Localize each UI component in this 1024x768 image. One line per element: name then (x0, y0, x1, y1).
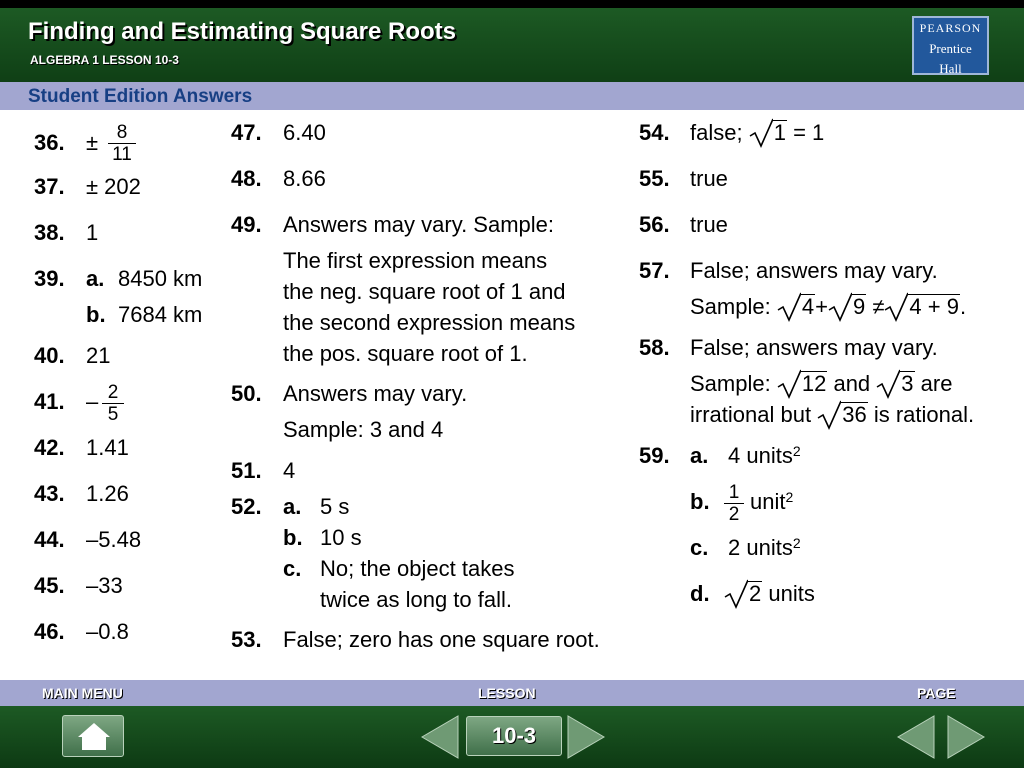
part-label: a. (690, 443, 709, 468)
lesson-subtitle: ALGEBRA 1 LESSON 10-3 (30, 53, 179, 67)
answer-number: 55. (639, 166, 670, 191)
exponent: 2 (785, 489, 794, 505)
part-label: b. (283, 525, 303, 550)
answer-text: and (833, 371, 871, 396)
radicand: 4 (801, 294, 815, 319)
logo-text-prentice: Prentice (929, 41, 972, 56)
answer-number: 54. (639, 120, 670, 145)
radical-sign-icon (749, 118, 773, 148)
answer-line (728, 443, 801, 469)
answer-line (750, 489, 793, 515)
answer-text: = 1 (793, 120, 825, 145)
radical-sign-icon (884, 292, 908, 322)
answer-text: 8450 km (118, 266, 203, 291)
answer-text: 4 units (728, 443, 793, 468)
answer-number: 41. (34, 389, 65, 414)
answer-fraction (108, 122, 136, 165)
answers-content (0, 110, 1024, 680)
previous-page-arrow-icon[interactable] (896, 714, 936, 760)
footer-label-bar (0, 680, 1024, 706)
answer-text: 1.41 (86, 435, 129, 460)
section-title: Student Edition Answers (28, 86, 253, 107)
page-title: Finding and Estimating Square Roots (28, 18, 457, 45)
radical-sign-icon (724, 579, 748, 609)
answer-line (690, 371, 952, 397)
answer-text: 6.40 (283, 120, 326, 145)
radicand: 2 (749, 581, 762, 606)
answer-text: Sample: 3 and 4 (283, 417, 444, 442)
main-menu-button[interactable] (62, 715, 124, 757)
answer-text: unit (750, 489, 786, 514)
logo-text-pearson: PEARSON (919, 21, 982, 35)
pearson-logo (912, 16, 989, 75)
answer-text: 10 s (320, 525, 362, 550)
answer-text: units (768, 581, 815, 606)
answer-text: twice as long to fall. (320, 587, 512, 612)
section-band (0, 82, 1024, 110)
answer-text: false; (690, 120, 743, 145)
footer-nav (0, 706, 1024, 768)
next-page-arrow-icon[interactable] (946, 714, 986, 760)
answer-text: 5 s (320, 494, 350, 519)
answer-number: 59. (639, 443, 670, 468)
answer-text: –5.48 (86, 527, 142, 552)
header-bar (0, 8, 1024, 82)
not-equal-sign: ≠ (872, 294, 885, 319)
top-border (0, 0, 1024, 8)
fraction-denominator: 2 (724, 503, 744, 525)
answer-number: 38. (34, 220, 65, 245)
answer-text: ± 202 (86, 174, 141, 199)
square-root (777, 371, 827, 397)
radicand: 3 (901, 371, 914, 396)
fraction-denominator: 11 (108, 143, 136, 165)
fraction-numerator: 2 (107, 382, 119, 403)
answer-text: true (690, 212, 728, 237)
answer-fraction (724, 482, 744, 525)
answer-text: The first expression means (283, 248, 548, 273)
answer-text: Sample: (690, 294, 771, 319)
radicand: 9 (852, 294, 866, 319)
answer-text: False; answers may vary. (690, 335, 938, 360)
radicand: 4 + 9 (909, 294, 959, 319)
square-root (777, 294, 815, 320)
answer-number: 39. (34, 266, 65, 291)
radical-sign-icon (817, 400, 841, 430)
answer-number: 40. (34, 343, 65, 368)
answer-text: 2 units (728, 535, 793, 560)
answer-number: 56. (639, 212, 670, 237)
answer-sign: – (86, 389, 99, 414)
answer-text: 4 (283, 458, 296, 483)
answer-number: 58. (639, 335, 670, 360)
answer-number: 47. (231, 120, 262, 145)
square-root (828, 294, 866, 320)
answer-text: are (920, 371, 953, 396)
plus-sign: + (815, 294, 828, 319)
home-icon (63, 716, 125, 758)
answer-number: 48. (231, 166, 262, 191)
answer-text: –33 (86, 573, 123, 598)
answer-number: 36. (34, 130, 65, 155)
part-label: b. (690, 489, 710, 514)
radical-sign-icon (828, 292, 852, 322)
answer-number: 51. (231, 458, 262, 483)
answer-text: 21 (86, 343, 111, 368)
answer-text: –0.8 (86, 619, 129, 644)
next-lesson-arrow-icon[interactable] (566, 714, 606, 760)
answer-sign: ± (86, 130, 99, 155)
part-label: d. (690, 581, 710, 606)
fraction-numerator: 8 (116, 122, 128, 143)
square-root (724, 581, 762, 607)
lesson-label: LESSON (478, 685, 536, 701)
previous-lesson-arrow-icon[interactable] (420, 714, 460, 760)
answer-text: is rational. (873, 402, 975, 427)
main-menu-label: MAIN MENU (42, 685, 123, 701)
answer-text: the pos. square root of 1. (283, 341, 528, 366)
answer-text: False; zero has one square root. (283, 627, 600, 652)
answer-number: 50. (231, 381, 262, 406)
answer-line (690, 402, 974, 428)
period: . (959, 294, 967, 319)
radical-sign-icon (876, 369, 900, 399)
radical-sign-icon (777, 292, 801, 322)
answer-text: False; answers may vary. (690, 258, 938, 283)
part-label: c. (690, 535, 709, 560)
answer-text: 1 (86, 220, 99, 245)
answer-number: 46. (34, 619, 65, 644)
answer-line (728, 535, 801, 561)
answer-number: 57. (639, 258, 670, 283)
answer-text: the second expression means (283, 310, 576, 335)
square-root (817, 402, 867, 428)
answer-text: true (690, 166, 728, 191)
radicand: 1 (773, 120, 786, 145)
radicand: 12 (801, 371, 827, 396)
square-root (749, 120, 787, 146)
part-label: c. (283, 556, 302, 581)
square-root (884, 294, 960, 320)
part-label: a. (283, 494, 302, 519)
fraction-denominator: 5 (102, 403, 124, 425)
radical-sign-icon (777, 369, 801, 399)
answer-text: 1.26 (86, 481, 129, 506)
answer-fraction (102, 382, 124, 425)
part-label: b. (86, 302, 106, 327)
square-root (876, 371, 914, 397)
radicand: 36 (842, 402, 867, 427)
answer-line (724, 581, 815, 607)
answer-text: the neg. square root of 1 and (283, 279, 566, 304)
answer-number: 53. (231, 627, 262, 652)
part-label: a. (86, 266, 105, 291)
answer-number: 49. (231, 212, 262, 237)
lesson-number-button[interactable]: 10-3 (466, 716, 562, 756)
answer-line (690, 120, 824, 146)
answer-text: Answers may vary. Sample: (283, 212, 555, 237)
exponent: 2 (792, 443, 801, 459)
answer-text: No; the object takes (320, 556, 515, 581)
answer-text: irrational but (690, 402, 812, 427)
answer-text: Sample: (690, 371, 771, 396)
page-label: PAGE (917, 685, 956, 701)
answer-number: 44. (34, 527, 65, 552)
answer-number: 43. (34, 481, 65, 506)
logo-text-hall: Hall (939, 61, 962, 76)
answer-text: 8.66 (283, 166, 326, 191)
answer-text: 7684 km (118, 302, 203, 327)
exponent: 2 (792, 535, 801, 551)
answer-number: 52. (231, 494, 262, 519)
answer-number: 45. (34, 573, 65, 598)
answer-number: 42. (34, 435, 65, 460)
fraction-numerator: 1 (728, 482, 740, 503)
answer-line (690, 294, 966, 320)
answer-number: 37. (34, 174, 65, 199)
answer-text: Answers may vary. (283, 381, 468, 406)
